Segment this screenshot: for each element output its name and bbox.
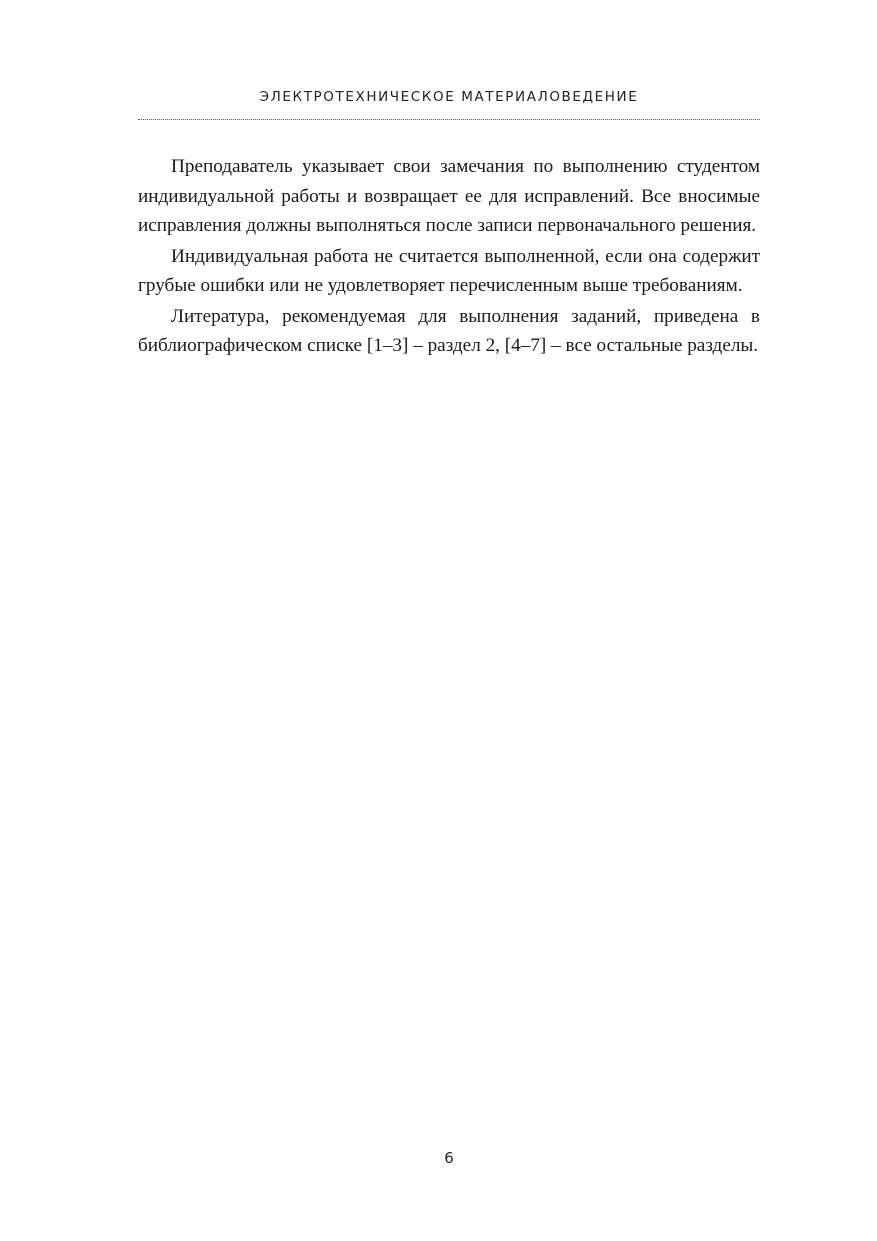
paragraph-teacher-remarks: Преподаватель указывает свои замечания по выполнению студентом индивидуальной работы и возвращает ее для исправлений. Все вносимые исправления должны выполняться после записи первоначального решения. bbox=[138, 156, 760, 236]
header-divider bbox=[138, 119, 760, 120]
main-text bbox=[138, 152, 760, 361]
page-number: 6 bbox=[444, 1149, 454, 1167]
paragraph-literature: Литература, рекомендуемая для выполнения заданий, приведена в библиографическом списке [1–3] – раздел 2, [4–7] – все остальные разделы. bbox=[138, 305, 760, 356]
paragraph-incomplete-work: Индивидуальная работа не считается выполненной, если она содержит грубые ошибки или не удовлетворяет перечисленным выше требованиям. bbox=[138, 245, 760, 296]
running-head-title: ЭЛЕКТРОТЕХНИЧЕСКОЕ МАТЕРИАЛОВЕДЕНИЕ bbox=[259, 89, 639, 105]
